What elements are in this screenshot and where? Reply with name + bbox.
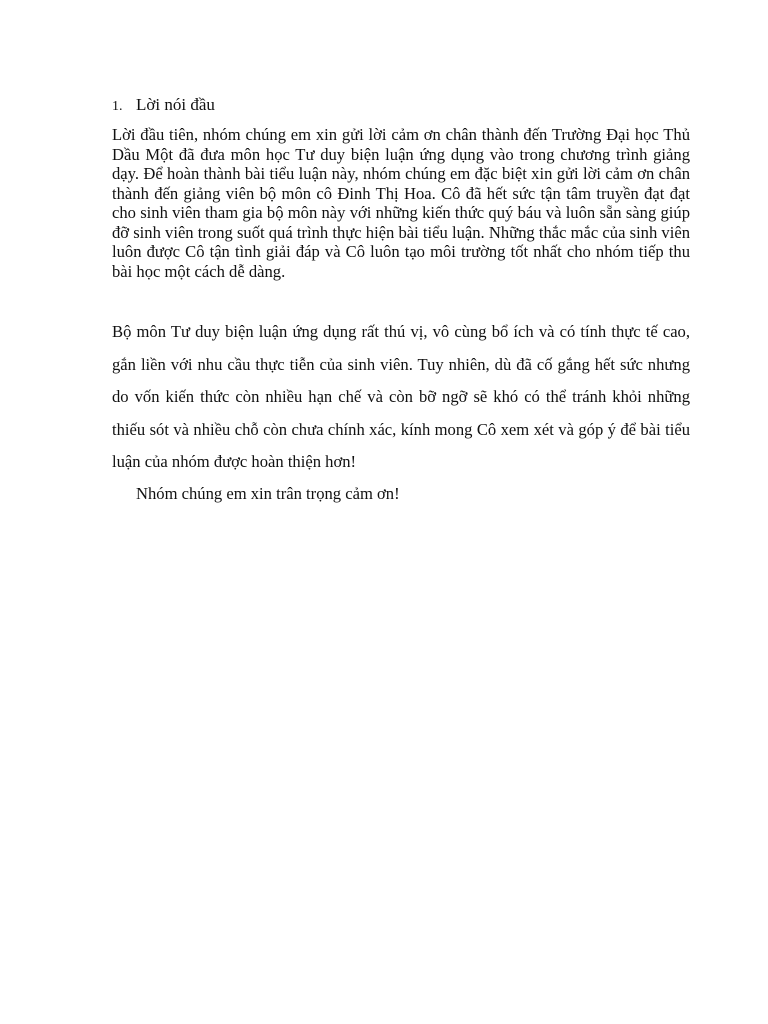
paragraph-course-feedback: Bộ môn Tư duy biện luận ứng dụng rất thú vị, vô cùng bổ ích và có tính thực tế cao, gắn liền với nhu cầu thực tiễn của sinh viên. Tuy nhiên, dù đã cố gắng hết sức nhưng do vốn kiến thức còn nhiều hạn chế và còn bỡ ngỡ sẽ khó có thể tránh khỏi những thiếu sót và nhiều chỗ còn chưa chính xác, kính mong Cô xem xét và góp ý để bài tiểu luận của nhóm được hoàn thiện hơn! (112, 322, 690, 471)
section-title: Lời nói đầu (136, 95, 215, 114)
paragraph-acknowledgement: Lời đầu tiên, nhóm chúng em xin gửi lời cảm ơn chân thành đến Trường Đại học Thủ Dầu Một đã đưa môn học Tư duy biện luận ứng dụng vào trong chương trình giảng dạy. Để hoàn thành bài tiểu luận này, nhóm chúng em đặc biệt xin gửi lời cảm ơn chân thành đến giảng viên bộ môn cô Đinh Thị Hoa. Cô đã hết sức tận tâm truyền đạt đạt cho sinh viên tham gia bộ môn này với những kiến thức quý báu và luôn sẵn sàng giúp đỡ sinh viên trong suốt quá trình thực hiện bài tiểu luận. Những thắc mắc của sinh viên luôn được Cô tận tình giải đáp và Cô luôn tạo môi trường tốt nhất cho nhóm tiếp thu bài học một cách dễ dàng. (112, 125, 690, 281)
section-heading (112, 94, 215, 118)
section-number: 1. (112, 99, 123, 114)
paragraph-closing: Nhóm chúng em xin trân trọng cảm ơn! (136, 484, 400, 503)
